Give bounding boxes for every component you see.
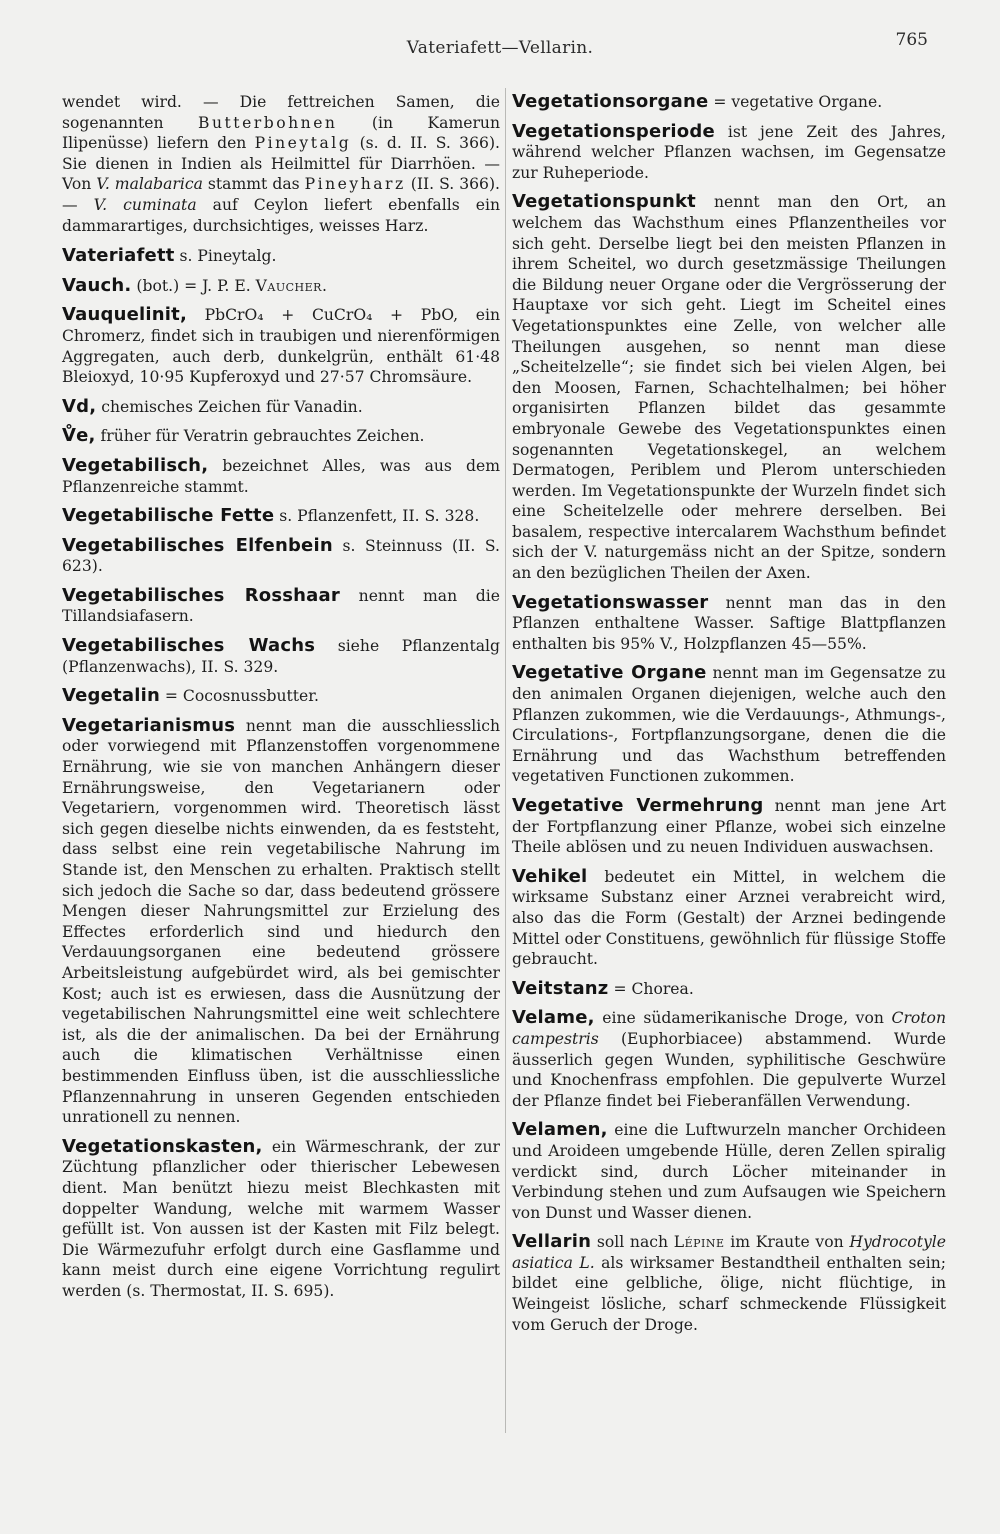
definition: (bot.) = J. P. E. [131,276,256,295]
definition-cont: als wirksamer Bestandtheil enthalten sein; bildet eine gelbliche, ölige, nicht flüchtige, in Weingeist lösliche, scharf schmeckende Flüssigkeit vom Geruch der Droge. [512,1253,946,1334]
entry-veitstanz [512,979,946,1000]
definition: PbCrO₄ + CuCrO₄ + PbO, ein Chromerz, findet sich in traubigen und nierenförmigen Aggregaten, auch derb, dunkelgrün, enthält 61·48 Bleioxyd, 10·95 Kupferoxyd und 27·57 Chromsäure. [62,306,500,387]
page-number: 765 [895,30,928,50]
entry-vegetarianismus [62,716,500,1128]
definition: nennt man jene Art der Fortpflanzung einer Pflanze, wobei sich einzelne Theile ablösen und zu neuen Individuen auswachsen. [512,797,946,857]
definition-cont: im Kraute von [724,1233,850,1252]
text-run: wendet wird. — Die fettreichen Samen, die sogenannten [62,93,500,132]
spaced-term: Pineytalg [254,134,352,153]
running-head: Vateriafett—Vellarin. [406,38,594,58]
species-name: Croton campestris [512,1009,946,1048]
headword: Vellarin [512,1231,592,1253]
headword: Vauch. [62,274,132,296]
definition: eine die Luftwurzeln mancher Orchideen und Aroideen umgebende Hülle, deren Zellen spiralig verdickt sind, durch Löcher miteinander in Verbindung stehen und zum Aufsaugen wie Speichern von Dunst und Wasser dienen. [512,1121,946,1222]
entry-velame [512,1008,946,1111]
definition: soll nach [591,1233,674,1252]
right-column [512,92,946,1344]
headword: Veitstanz [512,977,609,999]
definition: eine südamerikanische Droge, von [594,1009,892,1028]
entry-vellarin [512,1232,946,1335]
text-run: (II. S. 366). — [62,175,501,214]
definition: = Cocosnussbutter. [159,687,319,706]
definition: bedeutet ein Mittel, in welchem die wirksame Substanz einer Arznei verabreicht wird, also das die Form (Gestalt) der Arznei bedingende Mittel oder Constituens, gewöhnlich für flüssige Stoffe gebraucht. [512,867,946,969]
definition: ist jene Zeit des Jahres, während welcher Pflanzen wachsen, im Gegensatze zur Ruheperiode. [512,122,946,182]
entry-vauch [62,276,500,297]
headword: Vegetabilisches Rosshaar [62,584,340,606]
entry-vegetationsperiode [512,122,946,184]
headword: Vehikel [512,865,588,887]
entry-velamen [512,1120,946,1223]
entry-vegetationspunkt [512,192,946,583]
entry-vegetabilische-fette [62,506,500,527]
entry-vegetabilisches-wachs [62,636,500,677]
entry-vd [62,397,500,418]
definition: nennt man die Tillandsiafasern. [62,586,501,626]
text-run: auf Ceylon liefert ebenfalls ein dammarartiges, durchsichtiges, weisses Harz. [62,195,500,235]
definition: chemisches Zeichen für Vanadin. [96,397,363,416]
entry-vegetative-organe [512,663,946,787]
headword: Vegetabilisches Elfenbein [62,534,333,556]
species-name: V. malabarica [96,175,203,194]
entry-vegetalin [62,686,500,707]
headword: Vegetationsorgane [512,91,709,112]
definition: = Chorea. [608,979,694,998]
headword: Vateriafett [62,245,175,267]
entry-ve [62,426,500,447]
headword: Vegetabilisches Wachs [62,635,316,657]
entry-vateriafett [62,246,500,267]
entry-vegetabilisch [62,456,500,497]
headword: Vegetationspunkt [512,191,696,213]
entry-vegetative-vermehrung [512,796,946,858]
entry-vegetationswasser [512,593,946,655]
headword: Vauquelinit, [62,304,187,326]
entry-vegetabilisches-elfenbein [62,536,500,577]
column-divider [505,88,506,1433]
definition: s. Pflanzenfett, II. S. 328. [274,507,480,526]
author-name: Vaucher. [255,276,328,295]
definition: nennt man den Ort, an welchem das Wachsthum eines Pflanzentheiles vor sich geht. Derselbe liegt bei den meisten Pflanzen in ihrem Scheitel, wo durch gesetzmässige Theilungen die Bildung neuer Organe oder die Vergrösserung der Hauptaxe vor sich geht. Liegt im Scheitel eines Vegetationspunktes eine Zelle, von welcher alle Theilungen ausgehen, so nennt man diese „Scheitelzelle“; sie findet sich bei vielen Algen, bei den Moosen, Farnen, Schachtelhalmen; bei höher organisirten Pflanzen bildet das gesammte embryonale Gewebe des Vegetationspunktes einen sogenannten Vegetationskegel, an welchem Dermatogen, Periblem und Plerom unterschieden werden. Im Vegetationspunkte der Wurzeln findet sich eine Scheitelzelle oder mehrere derselben. Bei basalem, respective intercalarem Wachsthum befindet sich der V. naturgemäss nicht an der Spitze, sondern an den bezüglichen Theilen der Axen. [512,193,946,583]
text-run: (s. d. II. S. 366). Sie dienen in Indien als Heilmittel für Diarrhöen. — Von [62,134,500,194]
continuation-paragraph [62,92,500,236]
definition: nennt man das in den Pflanzen enthaltene Wasser. Saftige Blattpflanzen enthalten bis 95% V., Holzpflanzen 45—55%. [512,593,946,653]
entry-vauquelinit [62,305,500,387]
text-run: stammt das [202,175,305,194]
definition: ein Wärmeschrank, der zur Züchtung pflanzlicher oder thierischer Lebewesen dient. Man benützt hiezu meist Blechkasten mit doppelter Wandung, welche mit warmem Wasser gefüllt ist. Von aussen ist der Kasten mit Filz belegt. Die Wärmezufuhr erfolgt durch eine Gasflamme und kann meist durch eine eigene Vorrichtung regulirt werden (s. Thermostat, II. S. 695). [62,1137,500,1300]
headword: Vegetabilische Fette [62,505,275,527]
text-run: (in Kamerun Ilipenüsse) liefern den [62,113,501,153]
definition: früher für Veratrin gebrauchtes Zeichen. [95,427,425,446]
entry-vehikel [512,867,946,970]
definition: = vegetative Organe. [708,93,883,111]
headword: Vegetationswasser [512,591,709,613]
definition: nennt man im Gegensatze zu den animalen Organen diejenigen, welche auch den Pflanzen zukommen, wie die Verdauungs-, Athmungs-, Circulations-, Fortpflanzungsorgane, denen die die Ernährung und das Wachsthum betreffenden vegetativen Functionen zukommen. [512,664,946,786]
left-column [62,92,500,1310]
headword: Velame, [512,1007,595,1029]
definition: s. Steinnuss (II. S. 623). [62,536,500,576]
definition-cont: (Euphorbiacee) abstammend. Wurde äusserlich gegen Wunden, syphilitische Geschwüre und Knochenfrass empfohlen. Die gepulverte Wurzel der Pflanze findet bei Fieberanfällen Verwendung. [512,1029,946,1110]
entry-vegetabilisches-rosshaar [62,586,500,627]
author-name: Lépine [673,1233,725,1252]
species-name: V. cuminata [93,195,197,214]
headword: Vegetarianismus [62,714,236,736]
headword: Vegetalin [62,685,160,707]
spaced-term: Butterbohnen [198,113,338,132]
definition: bezeichnet Alles, was aus dem Pflanzenreiche stammt. [62,456,500,496]
headword: Vegetationskasten, [62,1135,263,1157]
definition: nennt man die ausschliesslich oder vorwiegend mit Pflanzenstoffen vorgenommene Ernährung, wie sie von manchen Anhängern dieser Ernährungsweise, den Vegetarianern oder Vegetariern, vorgenommen wird. Theoretisch lässt sich gegen dieselbe nichts einwenden, da es feststeht, dass selbst eine rein vegetabilische Nahrung im Stande ist, den Menschen zu erhalten. Praktisch stellt sich jedoch die Sache so dar, dass bedeutend grössere Mengen dieser Nahrungsmittel zur Erzielung des Effectes erforderlich sind und hiedurch den Verdauungsorganen eine bedeutend grössere Arbeitsleistung aufgebürdet wird, als bei gemischter Kost; auch ist es erwiesen, dass die Ausnützung der vegetabilischen Nahrungsmittel eine weit schlechtere ist, als die der animalischen. Da bei der Ernährung auch die klimatischen Verhältnisse einen bestimmenden Einfluss üben, ist die ausschliessliche Pflanzennahrung in unseren Gegenden entschieden unrationell zu nennen. [62,716,500,1127]
headword: V̊e, [62,425,96,447]
entry-vegetationsorgane [512,92,946,113]
definition: siehe Pflanzentalg (Pflanzenwachs), II. S. 329. [62,637,500,676]
species-name: Hydrocotyle asiatica L. [512,1233,946,1272]
entry-vegetationskasten [62,1137,500,1302]
headword: Vd, [62,395,97,417]
headword: Vegetative Organe [512,662,707,684]
headword: Velamen, [512,1119,608,1141]
headword: Vegetabilisch, [62,454,209,476]
definition: s. Pineytalg. [174,247,277,266]
headword: Vegetative Vermehrung [512,795,764,816]
headword: Vegetationsperiode [512,120,715,142]
spaced-term: Pineyharz [304,175,406,194]
